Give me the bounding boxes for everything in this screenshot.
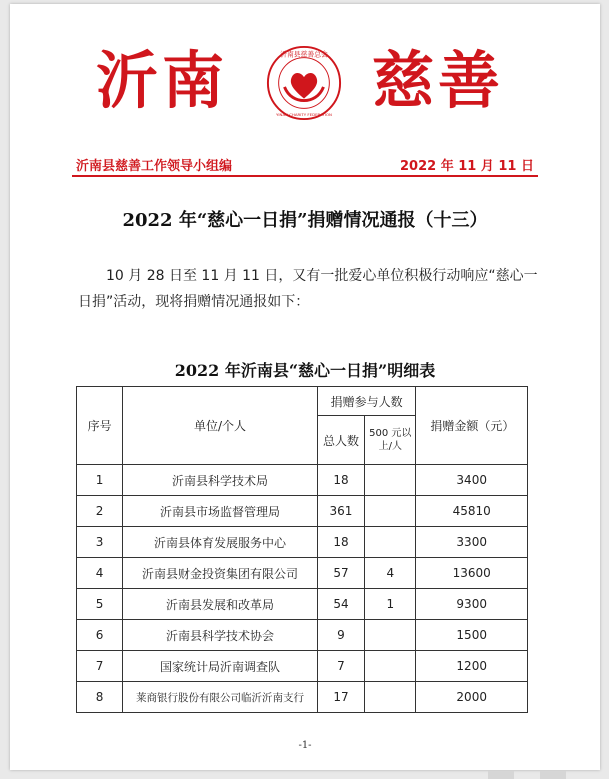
document-page <box>10 4 600 770</box>
red-divider <box>72 175 538 177</box>
header-no: 序号 <box>77 387 123 465</box>
donation-table <box>76 386 528 713</box>
cell-over500 <box>365 620 416 651</box>
document-title: 2022 年“慈心一日捐”捐赠情况通报（十三） <box>122 210 488 231</box>
table-row <box>77 651 528 682</box>
editor-label: 沂南县慈善工作领导小组编 <box>76 159 233 174</box>
cell-amount: 3400 <box>416 465 528 496</box>
cell-over500 <box>365 496 416 527</box>
cell-over500 <box>365 651 416 682</box>
cell-total: 18 <box>317 527 364 558</box>
cell-total: 361 <box>317 496 364 527</box>
cell-over500 <box>365 682 416 713</box>
cell-amount: 9300 <box>416 589 528 620</box>
cell-no: 1 <box>77 465 123 496</box>
cell-over500 <box>365 465 416 496</box>
svg-text:YINAN CHARITY FEDERATION: YINAN CHARITY FEDERATION <box>276 112 332 118</box>
table-row <box>77 496 528 527</box>
cell-no: 8 <box>77 682 123 713</box>
table-title: 2022 年沂南县“慈心一日捐”明细表 <box>174 361 436 380</box>
cell-unit: 沂南县科学技术协会 <box>123 620 318 651</box>
table-row <box>77 682 528 713</box>
masthead-left-word: 沂南 <box>96 44 229 117</box>
cell-amount: 1500 <box>416 620 528 651</box>
cell-amount: 1200 <box>416 651 528 682</box>
issue-date: 2022 年 11 月 11 日 <box>400 159 534 174</box>
page-number: -1- <box>298 740 312 751</box>
viewer-button-right[interactable] <box>540 771 566 779</box>
cell-over500: 4 <box>365 558 416 589</box>
cell-over500: 1 <box>365 589 416 620</box>
intro-paragraph: 10 月 28 日至 11 月 11 日，又有一批爱心单位积极行动响应“慈心一日捐”活动，现将捐赠情况通报如下： <box>78 268 538 310</box>
cell-total: 54 <box>317 589 364 620</box>
cell-unit: 沂南县体育发展服务中心 <box>123 527 318 558</box>
table-row <box>77 465 528 496</box>
cell-no: 5 <box>77 589 123 620</box>
header-amount: 捐赠金额（元） <box>416 387 528 465</box>
cell-unit: 沂南县发展和改革局 <box>123 589 318 620</box>
cell-no: 6 <box>77 620 123 651</box>
cell-total: 9 <box>317 620 364 651</box>
cell-over500 <box>365 527 416 558</box>
cell-amount: 45810 <box>416 496 528 527</box>
table-row <box>77 589 528 620</box>
svg-text:沂南县慈善总会: 沂南县慈善总会 <box>280 50 328 59</box>
cell-amount: 13600 <box>416 558 528 589</box>
header-total: 总人数 <box>317 416 364 465</box>
masthead-right-word: 慈善 <box>372 44 505 117</box>
cell-amount: 2000 <box>416 682 528 713</box>
cell-total: 7 <box>317 651 364 682</box>
cell-total: 17 <box>317 682 364 713</box>
cell-unit: 沂南县科学技术局 <box>123 465 318 496</box>
cell-no: 7 <box>77 651 123 682</box>
header-unit: 单位/个人 <box>123 387 318 465</box>
masthead <box>10 32 600 142</box>
viewer-button-left[interactable] <box>488 771 514 779</box>
table-row <box>77 527 528 558</box>
table-row <box>77 620 528 651</box>
cell-amount: 3300 <box>416 527 528 558</box>
cell-no: 3 <box>77 527 123 558</box>
table-row <box>77 558 528 589</box>
header-participants: 捐赠参与人数 <box>317 387 416 416</box>
cell-unit: 莱商银行股份有限公司临沂沂南支行 <box>123 682 318 713</box>
cell-total: 57 <box>317 558 364 589</box>
cell-unit: 国家统计局沂南调查队 <box>123 651 318 682</box>
cell-total: 18 <box>317 465 364 496</box>
cell-unit: 沂南县市场监督管理局 <box>123 496 318 527</box>
cell-no: 4 <box>77 558 123 589</box>
cell-unit: 沂南县财金投资集团有限公司 <box>123 558 318 589</box>
cell-no: 2 <box>77 496 123 527</box>
header-over500: 500 元以上/人 <box>365 416 416 465</box>
charity-seal-logo <box>265 44 343 122</box>
